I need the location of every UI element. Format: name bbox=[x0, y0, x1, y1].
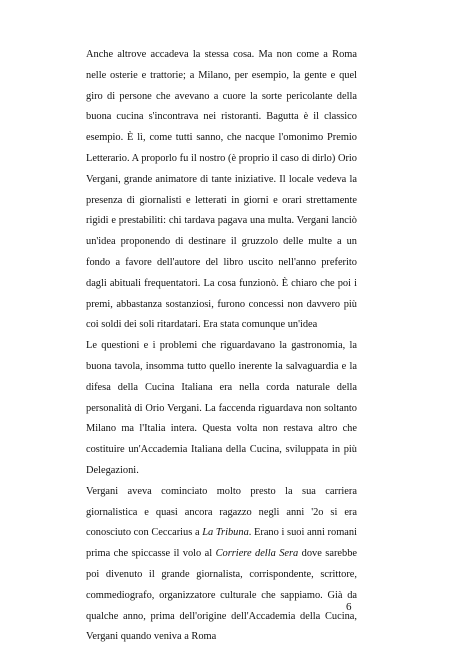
paragraph-1: Anche altrove accadeva la stessa cosa. Ma non come a Roma nelle osterie e trattorie; a Milano, per esempio, la gente e quel giro di persone che avevano a cuore la sorte pericolante della buona cucina s'incontrava nei ristoranti. Bagutta è il classico esempio. È lì, come tutti sanno, che nacque l'omonimo Premio Letterario. A proporlo fu il nostro (è proprio il caso di dirlo) Orio Vergani, grande animatore di tante iniziative. Il locale vedeva la presenza di giornalisti e letterati in giorni e orari strettamente rigidi e prestabiliti: chi tardava pagava una multa. Vergani lanciò un'idea proponendo di destinare il gruzzolo delle multe a un fondo a favore dell'autore del libro uscito nell'anno preferito dagli abituali frequentatori. La cosa funzionò. È chiaro che poi i premi, abbastanza sostanziosi, furono concessi non davvero più coi soldi dei soli ritardatari. Era stata comunque un'idea bbox=[86, 49, 357, 331]
newspaper-title-la-tribuna: La Tribuna bbox=[202, 527, 249, 539]
paragraph-3 bbox=[86, 482, 357, 648]
page-number: 6 bbox=[346, 601, 352, 613]
paragraph-3-text-2: . Erano i suoi anni romani prima che spiccasse il volo al bbox=[86, 527, 357, 560]
newspaper-title-corriere: Corriere della Sera bbox=[215, 548, 299, 560]
body-text bbox=[86, 45, 357, 648]
paragraph-3-text-3: dove sarebbe poi divenuto il grande giornalista, corrispondente, scrittore, commediografo, organizzatore culturale che sappiamo. Già da qualche anno, prima dell'origine dell'Accademia della Cucina, Vergani quando veniva a Roma bbox=[86, 548, 358, 643]
paragraph-2: Le questioni e i problemi che riguardavano la gastronomia, la buona tavola, insomma tutto quello inerente la salvaguardia e la difesa della Cucina Italiana era nella corda naturale della personalità di Orio Vergani. La faccenda riguardava non soltanto Milano ma l'Italia intera. Questa volta non restava altro che costituire un'Accademia Italiana della Cucina, sviluppata in più Delegazioni. bbox=[86, 340, 357, 476]
paragraph-3-text-1: Vergani aveva cominciato molto presto la sua carriera giornalistica e quasi ancora ragazzo negli anni '2o si era conosciuto con Ceccarius a bbox=[86, 485, 357, 539]
